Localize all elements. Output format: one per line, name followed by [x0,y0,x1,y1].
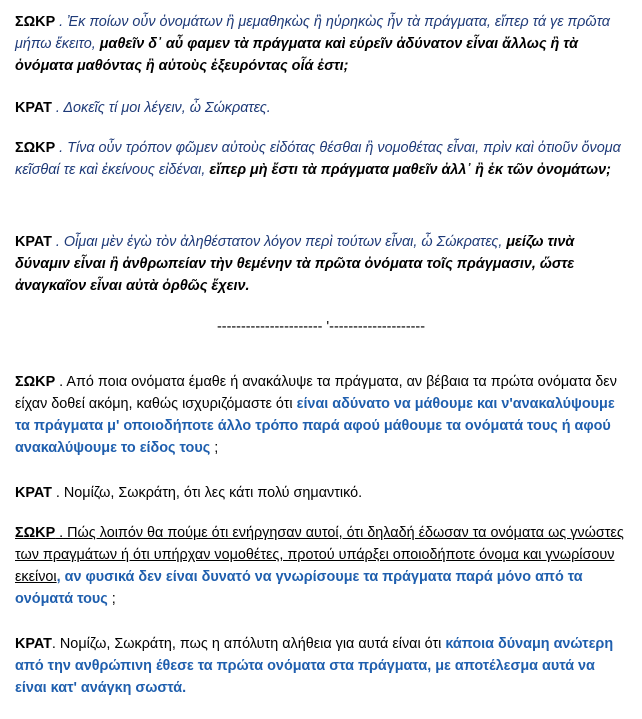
modern-emphasis: είναι αδύνατο να μάθουμε και ν'ανακαλύψουμε τα πράγματα μ' οποιοδήποτε άλλο τρόπο παρά αφού μάθουμε τα ονόματά τους ή αφού ανακαλύψουμε το είδος τους [15,396,615,456]
modern-end: ; [210,440,219,456]
speaker-label: ΣΩΚΡ [15,525,56,541]
modern-text: . Από ποια ονόματα έμαθε ή ανακάλυψε τα πράγματα, αν βέβαια τα πρώτα ονόματα δεν είχαν δοθεί ακόμη, καθώς ισχυριζόμαστε ότι [15,374,617,412]
ancient-paragraph-3 [15,137,630,181]
modern-paragraph-1 [15,371,630,459]
ancient-paragraph-1 [15,11,630,77]
modern-end: ; [107,591,116,607]
speaker-label: ΣΩΚΡ [15,14,56,30]
speaker-label: ΚΡΑΤ [15,100,52,116]
ancient-text: . Δοκεῖς τί μοι λέγειν, ὦ Σώκρατες. [51,100,271,116]
speaker-label: ΚΡΑΤ [15,636,52,652]
modern-text: . Πώς λοιπόν θα πούμε ότι ενήργησαν αυτοί, ότι δηλαδή έδωσαν τα ονόματα ως γνώστες των πραγμάτων ή ότι υπήρχαν νομοθέτες, προτού υπάρξει οποιοδήποτε όνομα και γνωρίσουν εκείνοι [15,525,624,585]
ancient-text: . Ἐκ ποίων οὖν ὀνομάτων ἢ μεμαθηκὼς ἢ ηὑρηκὼς ἦν τὰ πράγματα, εἴπερ τά γε πρῶτα μήπω ἔκειτο, [15,14,611,52]
ancient-paragraph-2 [15,97,630,119]
modern-paragraph-3 [15,522,630,610]
speaker-label: ΚΡΑΤ [15,234,52,250]
ancient-text: . Τίνα οὖν τρόπον φῶμεν αὐτοὺς εἰδότας θέσθαι ἢ νομοθέτας εἶναι, πρὶν καὶ ὁτιοῦν ὄνομα κεῖσθαί τε καὶ ἐκείνους εἰδέναι, [15,140,621,178]
ancient-emphasis: εἴπερ μὴ ἔστι τὰ πράγματα μαθεῖν ἀλλ᾽ ἢ ἐκ τῶν ὀνομάτων; [209,162,611,178]
speaker-label: ΣΩΚΡ [15,374,56,390]
section-separator: ---------------------- '-------------------- [216,319,426,335]
modern-text: . Νομίζω, Σωκράτη, ότι λες κάτι πολύ σημαντικό. [51,485,363,501]
ancient-paragraph-4 [15,231,630,297]
modern-emphasis: , αν φυσικά δεν είναι δυνατό να γνωρίσουμε τα πράγματα παρά μόνο από τα ονόματά τους [15,569,583,607]
modern-text: . Νομίζω, Σωκράτη, πως η απόλυτη αλήθεια για αυτά είναι ότι [51,636,446,652]
ancient-text: . Οἶμαι μὲν ἐγὼ τὸν ἀληθέστατον λόγον περὶ τούτων εἶναι, ὦ Σώκρατες, [51,234,507,250]
ancient-emphasis: μαθεῖν δ᾽ αὖ φαμεν τὰ πράγματα καὶ εὑρεῖν ἀδύνατον εἶναι ἄλλως ἢ τὰ ὀνόματα μαθόντας ἢ αὐτοὺς ἐξευρόντας οἷά ἐστι; [15,36,579,74]
ancient-emphasis: μείζω τινὰ δύναμιν εἶναι ἢ ἀνθρωπείαν τὴν θεμένην τὰ πρῶτα ὀνόματα τοῖς πράγμασιν, ὥστε ἀναγκαῖον εἶναι αὐτὰ ὀρθῶς ἔχειν. [15,234,575,294]
speaker-label: ΣΩΚΡ [15,140,56,156]
modern-paragraph-2 [15,482,630,504]
speaker-label: ΚΡΑΤ [15,485,52,501]
modern-emphasis: κάποια δύναμη ανώτερη από την ανθρώπινη έθεσε τα πρώτα ονόματα στα πράγματα, με αποτέλεσμα αυτά να είναι κατ' ανάγκη σωστά. [15,636,614,696]
modern-paragraph-4 [15,633,630,699]
